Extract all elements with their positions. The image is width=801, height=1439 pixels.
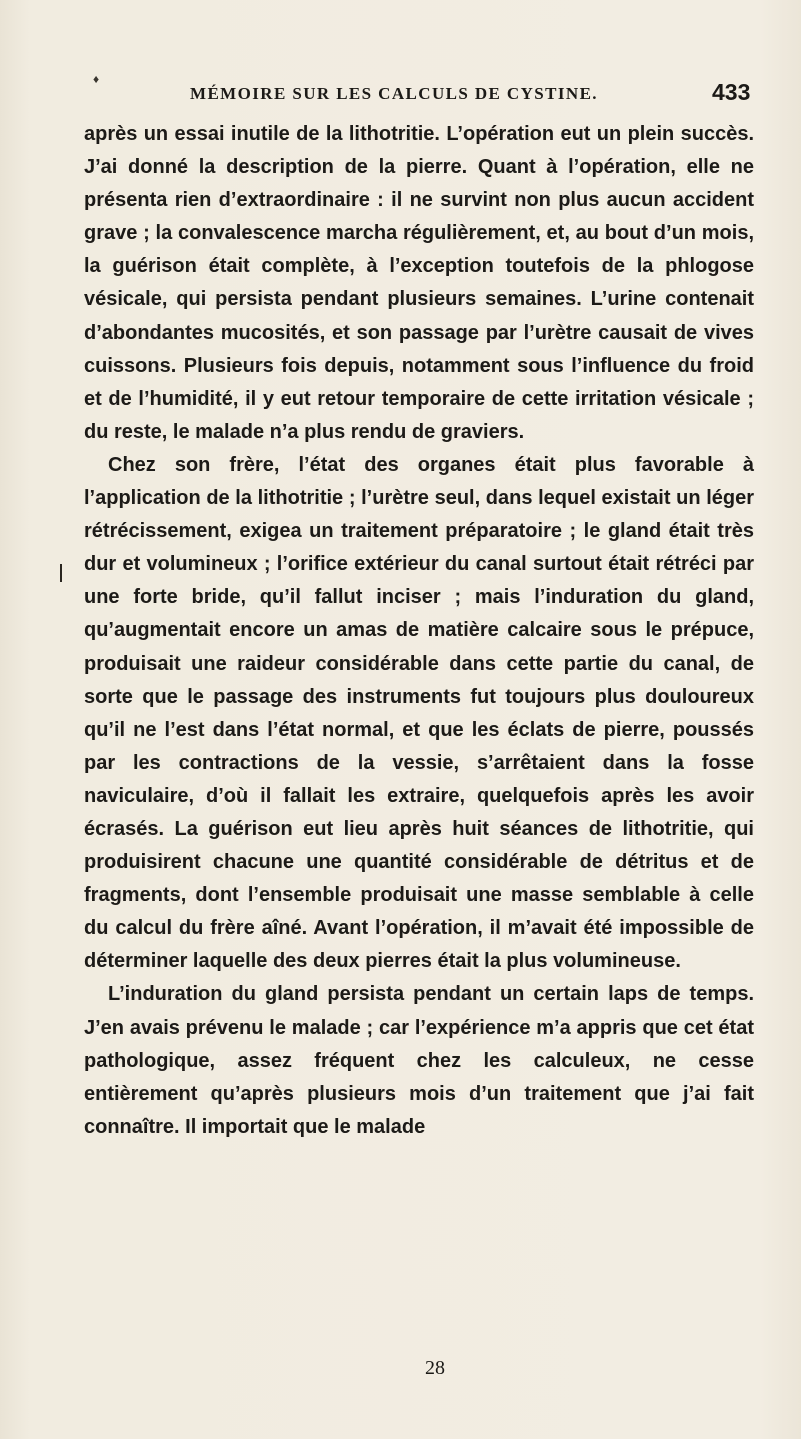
margin-mark	[60, 564, 62, 582]
body-text	[84, 118, 754, 1144]
page-number: 433	[712, 79, 751, 105]
paragraph-1: après un essai inutile de la lithotritie. L’opération eut un plein succès. J’ai donné la description de la pierre. Quant à l’opération, elle ne présenta rien d’extraordinaire : il ne survint non plus aucun accident grave ; la convalescence marcha régulièrement, et, au bout d’un mois, la guérison était complète, à l’exception toutefois de la phlogose vésicale, qui persista pendant plusieurs semaines. L’urine contenait d’abondantes mucosités, et son passage par l’urètre causait de vives cuissons. Plusieurs fois depuis, notamment sous l’influence du froid et de l’humidité, il y eut retour temporaire de cette irritation vésicale ; du reste, le malade n’a plus rendu de graviers.	[84, 123, 754, 443]
paragraph-3: L’induration du gland persista pendant un certain laps de temps. J’en avais prévenu le malade ; car l’expérience m’a appris que cet état pathologique, assez fréquent chez les calculeux, ne cesse entièrement qu’après plusieurs mois d’un traitement que j’ai fait connaître. Il importait que le malade	[84, 983, 754, 1138]
printer-mark: ♦	[93, 72, 100, 86]
paragraph-2: Chez son frère, l’état des organes était plus favorable à l’application de la lithotritie ; l’urètre seul, dans lequel existait un léger rétrécissement, exigea un traitement préparatoire ; le gland était très dur et volumineux ; l’orifice extérieur du canal surtout était rétréci par une forte bride, qu’il fallut inciser ; mais l’induration du gland, qu’augmentait encore un amas de matière calcaire sous le prépuce, produisait une raideur considérable dans cette partie du canal, de sorte que le passage des instruments fut toujours plus douloureux qu’il ne l’est dans l’état normal, et que les éclats de pierre, poussés par les contractions de la vessie, s’arrêtaient dans la fosse naviculaire, d’où il fallait les extraire, quelquefois après les avoir écrasés. La guérison eut lieu après huit séances de lithotritie, qui produisirent chacune une quantité considérable de détritus et de fragments, dont l’ensemble produisait une masse semblable à celle du calcul du frère aîné. Avant l’opération, il m’avait été impossible de déterminer laquelle des deux pierres était la plus volumineuse.	[84, 453, 754, 973]
running-head: MÉMOIRE SUR LES CALCULS DE CYSTINE.	[190, 84, 598, 103]
signature-mark: 28	[425, 1357, 445, 1379]
